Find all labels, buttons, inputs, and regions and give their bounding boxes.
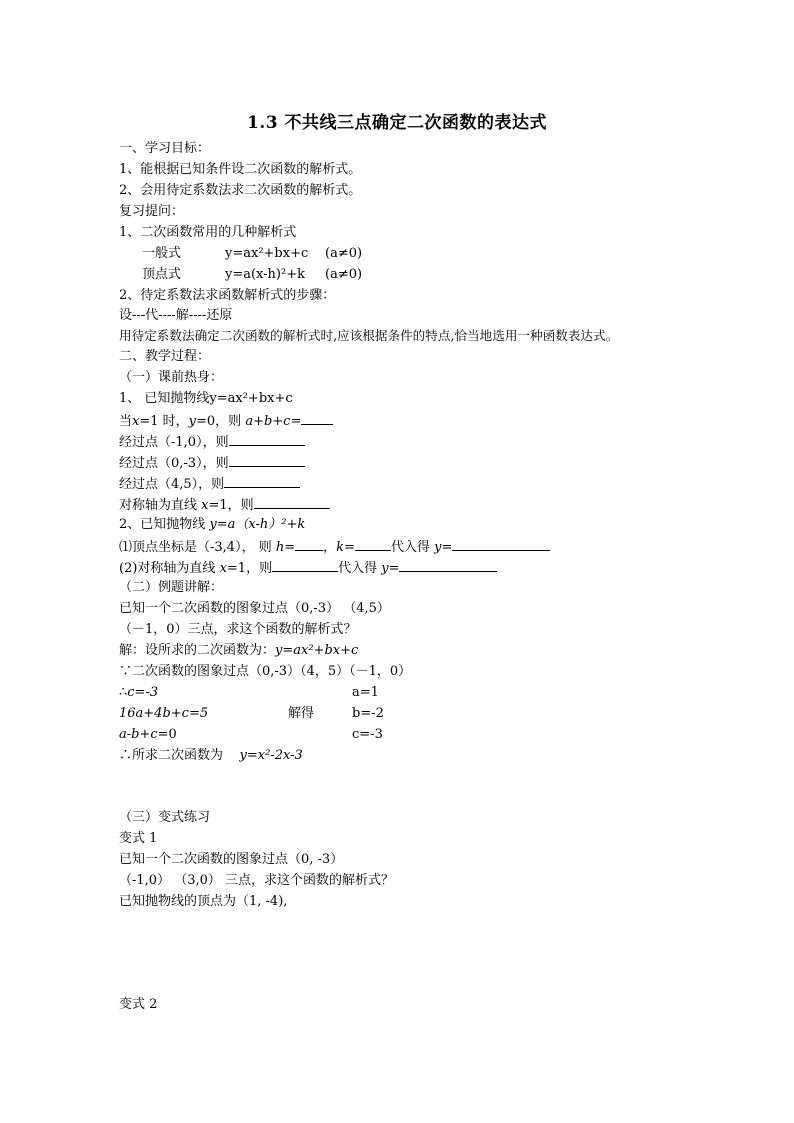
answer-blank[interactable] bbox=[355, 537, 391, 551]
equation-line: a-b+c=0 bbox=[119, 727, 177, 742]
text-line: ∴所求二次函数为 y=x²-2x-3 bbox=[119, 748, 303, 763]
section-heading: （三）变式练习 bbox=[119, 810, 211, 825]
text-line: 2、待定系数法求函数解析式的步骤： bbox=[119, 288, 336, 303]
solution-value: a=1 bbox=[352, 685, 379, 700]
text-line: 解：设所求的二次函数为：y=ax²+bx+c bbox=[119, 643, 359, 658]
condition: (a≠0) bbox=[325, 267, 363, 282]
text-line: 已知一个二次函数的图象过点（0, -3） bbox=[119, 852, 344, 867]
text-line: 1、 已知抛物线y=ax²+bx+c bbox=[119, 391, 293, 406]
solution-value: c=-3 bbox=[352, 727, 383, 742]
section-heading: （一）课前热身： bbox=[119, 370, 224, 385]
text-line: 2、已知抛物线 y=a（x-h）²+k bbox=[119, 517, 306, 532]
text-line: 经过点（0,-3），则 bbox=[119, 453, 305, 473]
form-label: 顶点式 bbox=[142, 267, 182, 282]
text-line: 已知抛物线的顶点为（1, -4), bbox=[119, 894, 288, 909]
answer-blank[interactable] bbox=[254, 495, 330, 509]
text-line: 1、二次函数常用的几种解析式 bbox=[119, 225, 297, 240]
text-line: 经过点（4,5），则 bbox=[119, 474, 300, 494]
text-line: 已知一个二次函数的图象过点（0,-3） （4,5） bbox=[119, 601, 390, 616]
text-line: 经过点（-1,0），则 bbox=[119, 432, 305, 452]
answer-blank[interactable] bbox=[452, 537, 550, 551]
answer-blank[interactable] bbox=[224, 474, 300, 488]
answer-blank[interactable] bbox=[272, 558, 338, 572]
answer-blank[interactable] bbox=[301, 411, 333, 425]
equation-line: ∴c=-3 bbox=[119, 685, 159, 700]
solution-value: b=-2 bbox=[352, 706, 384, 721]
text-line: 用待定系数法确定二次函数的解析式时,应该根据条件的特点,恰当地选用一种函数表达式。 bbox=[119, 328, 619, 343]
form-label: 一般式 bbox=[142, 246, 182, 261]
equation-line: 16a+4b+c=5 bbox=[119, 706, 209, 721]
text-line: ∵二次函数的图象过点（0,-3）（4，5）（－1，0） bbox=[119, 664, 412, 679]
answer-blank[interactable] bbox=[399, 558, 497, 572]
text-line: （－1，0）三点，求这个函数的解析式？ bbox=[119, 622, 357, 637]
text-line: 变式 1 bbox=[119, 831, 158, 846]
solve-label: 解得 bbox=[288, 706, 315, 721]
section-heading: 二、教学过程： bbox=[119, 349, 211, 364]
answer-blank[interactable] bbox=[229, 453, 305, 467]
formula: y=ax²+bx+c bbox=[225, 246, 309, 261]
answer-blank[interactable] bbox=[229, 432, 305, 446]
formula: y=a(x-h)²+k bbox=[225, 267, 305, 282]
answer-blank[interactable] bbox=[295, 537, 323, 551]
text-line: 设---代----解----还原 bbox=[119, 308, 233, 323]
text-line: 对称轴为直线 x=1，则 bbox=[119, 495, 330, 515]
text-line: 2、会用待定系数法求二次函数的解析式。 bbox=[119, 183, 362, 198]
text-line: 1、能根据已知条件设二次函数的解析式。 bbox=[119, 162, 362, 177]
page-title: 1.3 不共线三点确定二次函数的表达式 bbox=[247, 113, 547, 133]
section-heading: （二）例题讲解： bbox=[119, 580, 224, 595]
section-heading: 一、学习目标： bbox=[119, 141, 211, 156]
section-heading: 复习提问： bbox=[119, 204, 185, 219]
text-line: 变式 2 bbox=[119, 997, 158, 1012]
text-line: ⑴顶点坐标是（-3,4）， 则 h= ，k= 代入得 y= bbox=[119, 537, 550, 557]
text-line: (2)对称轴为直线 x=1，则 代入得 y= bbox=[119, 558, 497, 578]
condition: (a≠0) bbox=[325, 246, 363, 261]
text-line: （-1,0） （3,0） 三点，求这个函数的解析式？ bbox=[119, 873, 395, 888]
text-line: 当x=1 时，y=0，则 a+b+c= bbox=[119, 411, 333, 431]
